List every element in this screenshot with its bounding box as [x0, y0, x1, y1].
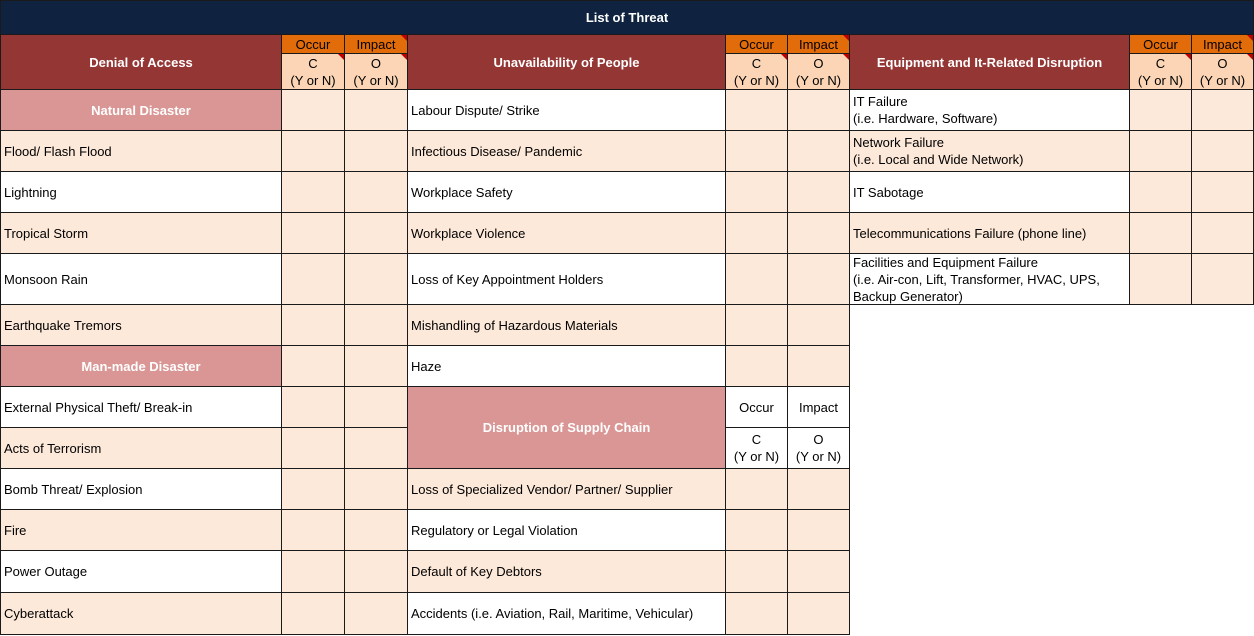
denial-occur-input[interactable] [281, 345, 345, 387]
denial-manmade-item-text: Acts of Terrorism [4, 440, 102, 456]
people-item [407, 130, 726, 172]
denial-impact-input[interactable] [344, 509, 408, 551]
denial-manmade-item [0, 468, 282, 510]
people-item [407, 171, 726, 213]
denial-manmade-item [0, 592, 282, 635]
denial-occur-input[interactable] [281, 386, 345, 428]
natural-disaster-subheader [0, 89, 282, 131]
denial-natural-item-text: Lightning [4, 184, 57, 200]
denial-occur-sub [281, 53, 345, 90]
equipment-impact-input[interactable] [1191, 171, 1254, 213]
equipment-occur-label-text: Occur [1143, 36, 1178, 52]
supply-impact-label-text: Impact [798, 399, 838, 415]
people-item [407, 212, 726, 254]
supply-item-text: Regulatory or Legal Violation [411, 522, 578, 538]
denial-occur-sub-text: C (Y or N) [290, 55, 336, 88]
equipment-occur-label [1129, 34, 1192, 54]
people-item [407, 304, 726, 346]
supply-impact-input[interactable] [787, 468, 850, 510]
supply-item [407, 468, 726, 510]
denial-impact-input[interactable] [344, 345, 408, 387]
denial-manmade-item [0, 509, 282, 551]
supply-occur-sub-text: C (Y or N) [733, 432, 780, 464]
denial-occur-input[interactable] [281, 509, 345, 551]
people-occur-input[interactable] [725, 304, 788, 346]
denial-occur-input[interactable] [281, 130, 345, 172]
supply-occur-input[interactable] [725, 592, 788, 635]
denial-impact-sub-text: O (Y or N) [353, 55, 399, 88]
equipment-occur-sub [1129, 53, 1192, 90]
denial-natural-item [0, 253, 282, 305]
equipment-occur-sub-text: C (Y or N) [1137, 55, 1184, 88]
denial-impact-input[interactable] [344, 550, 408, 593]
denial-manmade-item-text: External Physical Theft/ Break-in [4, 399, 193, 415]
people-impact-sub-text: O (Y or N) [795, 55, 842, 88]
denial-manmade-item-text: Bomb Threat/ Explosion [4, 481, 143, 497]
manmade-disaster-subheader [0, 345, 282, 387]
equipment-impact-label [1191, 34, 1254, 54]
denial-impact-input[interactable] [344, 592, 408, 635]
equipment-item-text: IT Sabotage [853, 184, 924, 200]
people-occur-label [725, 34, 788, 54]
equipment-impact-input[interactable] [1191, 89, 1254, 131]
equipment-occur-input[interactable] [1129, 212, 1192, 254]
equipment-impact-input[interactable] [1191, 130, 1254, 172]
denial-impact-input[interactable] [344, 304, 408, 346]
people-occur-input[interactable] [725, 253, 788, 305]
people-item-text: Mishandling of Hazardous Materials [411, 317, 618, 333]
people-item-text: Infectious Disease/ Pandemic [411, 143, 583, 159]
people-impact-label [787, 34, 850, 54]
denial-manmade-item [0, 427, 282, 469]
denial-natural-item-text: Earthquake Tremors [4, 317, 122, 333]
supply-occur-input[interactable] [725, 550, 788, 593]
equipment-impact-sub-text: O (Y or N) [1199, 55, 1246, 88]
denial-natural-item [0, 171, 282, 213]
equipment-impact-input[interactable] [1191, 253, 1254, 305]
denial-occur-input[interactable] [281, 253, 345, 305]
denial-occur-input[interactable] [281, 550, 345, 593]
natural-disaster-subheader-text: Natural Disaster [91, 102, 191, 118]
people-occur-input[interactable] [725, 89, 788, 131]
people-header-text: Unavailability of People [493, 54, 640, 70]
people-item [407, 89, 726, 131]
denial-header [0, 34, 282, 90]
people-occur-input[interactable] [725, 171, 788, 213]
denial-impact-label-text: Impact [356, 36, 396, 52]
denial-manmade-item-text: Cyberattack [4, 606, 74, 621]
equipment-occur-input[interactable] [1129, 130, 1192, 172]
equipment-item-text: Telecommunications Failure (phone line) [853, 225, 1087, 241]
equipment-occur-input[interactable] [1129, 89, 1192, 131]
supply-item [407, 550, 726, 593]
people-impact-input[interactable] [787, 171, 850, 213]
supply-occur-sub [725, 427, 788, 469]
supply-item-text: Loss of Specialized Vendor/ Partner/ Supplier [411, 481, 673, 497]
supply-occur-label-text: Occur [739, 399, 774, 415]
people-impact-input[interactable] [787, 89, 850, 131]
denial-header-text: Denial of Access [89, 54, 193, 70]
supply-chain-subheader-text: Disruption of Supply Chain [482, 420, 651, 435]
supply-impact-input[interactable] [787, 550, 850, 593]
people-item-text: Labour Dispute/ Strike [411, 102, 540, 118]
sheet-title-text: List of Threat [585, 10, 669, 25]
equipment-impact-sub [1191, 53, 1254, 90]
denial-impact-input[interactable] [344, 171, 408, 213]
supply-chain-subheader [407, 386, 726, 469]
people-impact-input[interactable] [787, 253, 850, 305]
equipment-item-text: IT Failure (i.e. Hardware, Software) [853, 94, 998, 126]
denial-occur-input[interactable] [281, 171, 345, 213]
denial-manmade-item [0, 386, 282, 428]
equipment-impact-label-text: Impact [1202, 36, 1242, 52]
people-occur-sub-text: C (Y or N) [733, 55, 780, 88]
equipment-item-text: Facilities and Equipment Failure (i.e. Air-con, Lift, Transformer, HVAC, UPS, Backup Generator) [853, 254, 1100, 304]
denial-impact-input[interactable] [344, 427, 408, 469]
people-item [407, 253, 726, 305]
supply-item-text: Accidents (i.e. Aviation, Rail, Maritime, Vehicular) [411, 606, 694, 621]
people-impact-input[interactable] [787, 345, 850, 387]
people-item-text: Workplace Safety [411, 184, 513, 200]
denial-occur-input[interactable] [281, 592, 345, 635]
denial-impact-input[interactable] [344, 468, 408, 510]
people-occur-sub [725, 53, 788, 90]
people-impact-input[interactable] [787, 130, 850, 172]
denial-impact-sub [344, 53, 408, 90]
equipment-occur-input[interactable] [1129, 171, 1192, 213]
denial-occur-input[interactable] [281, 468, 345, 510]
supply-impact-input[interactable] [787, 592, 850, 635]
people-impact-input[interactable] [787, 212, 850, 254]
equipment-impact-input[interactable] [1191, 212, 1254, 254]
supply-item [407, 509, 726, 551]
people-item-text: Loss of Key Appointment Holders [411, 271, 604, 287]
supply-impact-sub-text: O (Y or N) [795, 432, 842, 464]
equipment-header-text: Equipment and It-Related Disruption [876, 54, 1103, 70]
equipment-item-text: Network Failure (i.e. Local and Wide Network) [853, 135, 1024, 167]
equipment-item [849, 130, 1130, 172]
people-impact-label-text: Impact [798, 36, 838, 52]
denial-impact-label [344, 34, 408, 54]
denial-natural-item-text: Flood/ Flash Flood [4, 143, 112, 159]
denial-natural-item [0, 304, 282, 346]
supply-impact-input[interactable] [787, 509, 850, 551]
denial-impact-input[interactable] [344, 212, 408, 254]
denial-occur-input[interactable] [281, 212, 345, 254]
denial-impact-input[interactable] [344, 89, 408, 131]
people-occur-label-text: Occur [739, 36, 774, 52]
equipment-item [849, 212, 1130, 254]
equipment-header [849, 34, 1130, 90]
denial-natural-item [0, 130, 282, 172]
denial-impact-input[interactable] [344, 386, 408, 428]
people-occur-input[interactable] [725, 212, 788, 254]
supply-impact-label [787, 386, 850, 428]
supply-item-text: Default of Key Debtors [411, 564, 542, 579]
denial-occur-input[interactable] [281, 89, 345, 131]
people-occur-input[interactable] [725, 130, 788, 172]
denial-manmade-item [0, 550, 282, 593]
denial-impact-input[interactable] [344, 253, 408, 305]
supply-item [407, 592, 726, 635]
sheet-title [0, 0, 1254, 35]
denial-manmade-item-text: Fire [4, 522, 27, 538]
denial-manmade-item-text: Power Outage [4, 564, 88, 579]
people-impact-input[interactable] [787, 304, 850, 346]
denial-occur-label [281, 34, 345, 54]
people-item-text: Workplace Violence [411, 225, 526, 241]
equipment-item [849, 89, 1130, 131]
people-item [407, 345, 726, 387]
denial-impact-input[interactable] [344, 130, 408, 172]
denial-natural-item-text: Tropical Storm [4, 225, 89, 241]
people-occur-input[interactable] [725, 345, 788, 387]
equipment-item [849, 253, 1130, 305]
people-impact-sub [787, 53, 850, 90]
denial-natural-item-text: Monsoon Rain [4, 271, 88, 287]
denial-occur-input[interactable] [281, 304, 345, 346]
people-item-text: Haze [411, 358, 442, 374]
people-header [407, 34, 726, 90]
denial-occur-input[interactable] [281, 427, 345, 469]
supply-impact-sub [787, 427, 850, 469]
equipment-item [849, 171, 1130, 213]
denial-occur-label-text: Occur [295, 36, 331, 52]
equipment-occur-input[interactable] [1129, 253, 1192, 305]
supply-occur-label [725, 386, 788, 428]
denial-natural-item [0, 212, 282, 254]
supply-occur-input[interactable] [725, 468, 788, 510]
manmade-disaster-subheader-text: Man-made Disaster [81, 358, 201, 374]
supply-occur-input[interactable] [725, 509, 788, 551]
